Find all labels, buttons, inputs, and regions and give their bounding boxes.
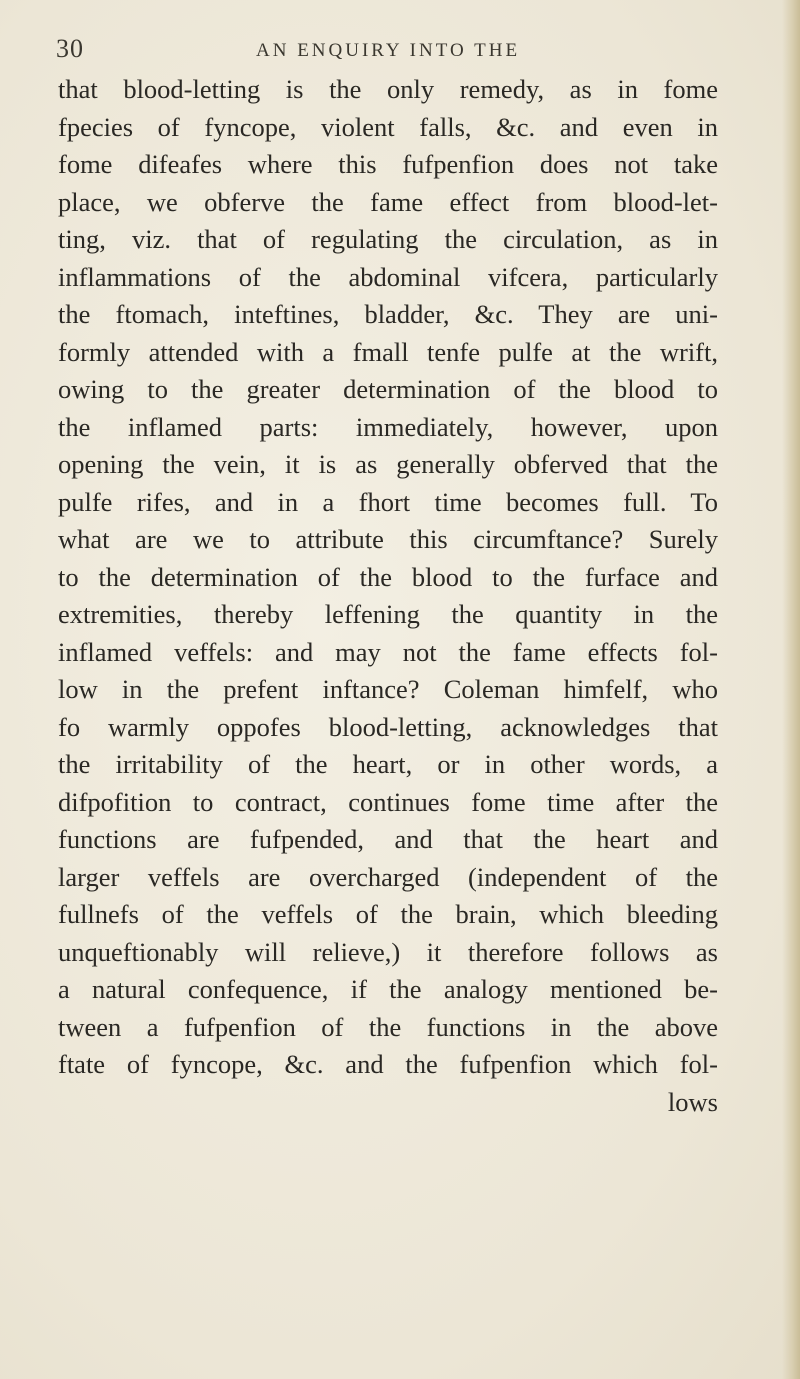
text-line: low in the prefent inftance? Coleman himfelf, who xyxy=(58,674,718,704)
text-line: formly attended with a fmall tenfe pulfe at the wrift, xyxy=(58,336,718,367)
text-line: functions are fufpended, and that the heart and xyxy=(58,824,718,854)
text-line: fullnefs of the veffels of the brain, which bleeding xyxy=(58,899,718,929)
text-line: that blood-letting is the only remedy, as in fome xyxy=(58,74,718,104)
text-line: owing to the greater determination of the blood to xyxy=(58,374,718,404)
text-line: difpofition to contract, continues fome time after the xyxy=(58,786,718,817)
body-text xyxy=(58,71,718,1121)
text-line: inflamed veffels: and may not the fame effects fol- xyxy=(58,636,718,667)
text-line: the irritability of the heart, or in other words, a xyxy=(58,749,718,779)
text-line: fpecies of fyncope, violent falls, &c. and even in xyxy=(58,111,718,142)
text-line: larger veffels are overcharged (independent of the xyxy=(58,861,718,892)
catchword: lows xyxy=(667,1086,718,1117)
running-head: AN ENQUIRY INTO THE xyxy=(256,40,521,61)
text-line: unqueftionably will relieve,) it therefore follows as xyxy=(58,936,718,967)
text-line: a natural confequence, if the analogy mentioned be- xyxy=(58,974,718,1004)
text-line: extremities, thereby leffening the quantity in the xyxy=(58,599,718,629)
text-line: inflammations of the abdominal vifcera, particularly xyxy=(58,261,718,292)
text-line: opening the vein, it is as generally obferved that the xyxy=(58,449,718,479)
text-line: the ftomach, inteftines, bladder, &c. They are uni- xyxy=(58,299,718,329)
text-line: pulfe rifes, and in a fhort time becomes full. To xyxy=(58,486,718,517)
text-line: ting, viz. that of regulating the circulation, as in xyxy=(58,224,718,254)
page-number: 30 xyxy=(56,34,84,63)
text-line: fo warmly oppofes blood-letting, acknowledges that xyxy=(58,711,718,742)
text-line: tween a fufpenfion of the functions in the above xyxy=(58,1011,718,1042)
page-edge-shadow xyxy=(782,0,800,1379)
text-line: to the determination of the blood to the furface and xyxy=(58,561,718,592)
text-line: what are we to attribute this circumftance? Surely xyxy=(58,524,718,554)
text-line: place, we obferve the fame effect from blood-let- xyxy=(58,186,718,217)
text-line: the inflamed parts: immediately, however, upon xyxy=(58,411,718,442)
text-line: ftate of fyncope, &c. and the fufpenfion which fol- xyxy=(58,1049,718,1079)
page-header xyxy=(56,34,736,74)
text-line: fome difeafes where this fufpenfion does not take xyxy=(58,149,718,179)
